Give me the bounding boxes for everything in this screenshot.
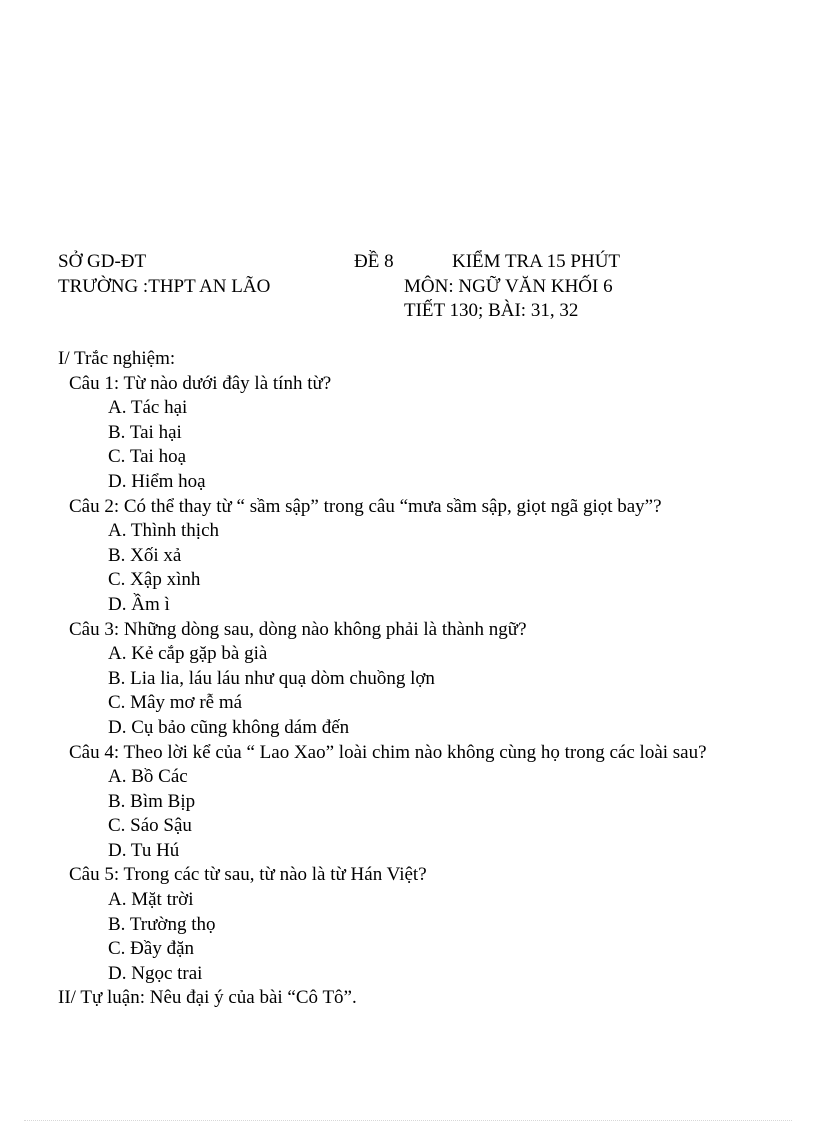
q2-option-c: C. Xập xình bbox=[108, 569, 201, 591]
q2-option-d: D. Ầm ì bbox=[108, 593, 170, 615]
q1-option-b: B. Tai hại bbox=[108, 421, 182, 443]
test-title: KIỂM TRA 15 PHÚT bbox=[452, 251, 621, 272]
question-2: Câu 2: Có thể thay từ “ sầm sập” trong câu “mưa sầm sập, giọt ngã giọt bay”? bbox=[69, 495, 662, 517]
question-1: Câu 1: Từ nào dưới đây là tính từ? bbox=[69, 372, 332, 394]
q5-option-b: B. Trường thọ bbox=[108, 913, 216, 935]
q3-option-c: C. Mây mơ rễ má bbox=[108, 692, 243, 714]
q5-option-d: D. Ngọc trai bbox=[108, 962, 203, 984]
lesson-info: TIẾT 130; BÀI: 31, 32 bbox=[404, 300, 579, 321]
page-bottom-divider bbox=[24, 1120, 792, 1121]
q5-option-c: C. Đầy đặn bbox=[108, 938, 195, 960]
q3-option-a: A. Kẻ cắp gặp bà già bbox=[108, 643, 268, 665]
question-4: Câu 4: Theo lời kể của “ Lao Xao” loài chim nào không cùng họ trong các loài sau? bbox=[69, 741, 707, 763]
q4-option-b: B. Bìm Bịp bbox=[108, 790, 196, 812]
q2-option-b: B. Xối xả bbox=[108, 544, 182, 566]
exam-body bbox=[58, 347, 764, 1011]
q4-option-c: C. Sáo Sậu bbox=[108, 815, 192, 837]
school-name: TRƯỜNG :THPT AN LÃO bbox=[58, 276, 271, 297]
q1-option-d: D. Hiểm hoạ bbox=[108, 470, 206, 492]
subject-grade: MÔN: NGỮ VĂN KHỐI 6 bbox=[404, 276, 613, 297]
q4-option-d: D. Tu Hú bbox=[108, 839, 180, 861]
part2-title: II/ Tự luận: Nêu đại ý của bài “Cô Tô”. bbox=[58, 987, 357, 1009]
q5-option-a: A. Mặt trời bbox=[108, 889, 194, 911]
question-5: Câu 5: Trong các từ sau, từ nào là từ Hán Việt? bbox=[69, 864, 427, 886]
school-department: SỞ GD-ĐT bbox=[58, 251, 147, 272]
q2-option-a: A. Thình thịch bbox=[108, 520, 220, 542]
exam-code: ĐỀ 8 bbox=[354, 251, 394, 272]
q1-option-c: C. Tai hoạ bbox=[108, 446, 187, 468]
q4-option-a: A. Bồ Các bbox=[108, 766, 188, 788]
q1-option-a: A. Tác hại bbox=[108, 397, 188, 419]
question-3: Câu 3: Những dòng sau, dòng nào không phải là thành ngữ? bbox=[69, 618, 527, 640]
part1-title: I/ Trắc nghiệm: bbox=[58, 348, 176, 369]
q3-option-d: D. Cụ bảo cũng không dám đến bbox=[108, 716, 350, 738]
q3-option-b: B. Lia lia, láu láu như quạ dòm chuồng lợn bbox=[108, 667, 435, 689]
